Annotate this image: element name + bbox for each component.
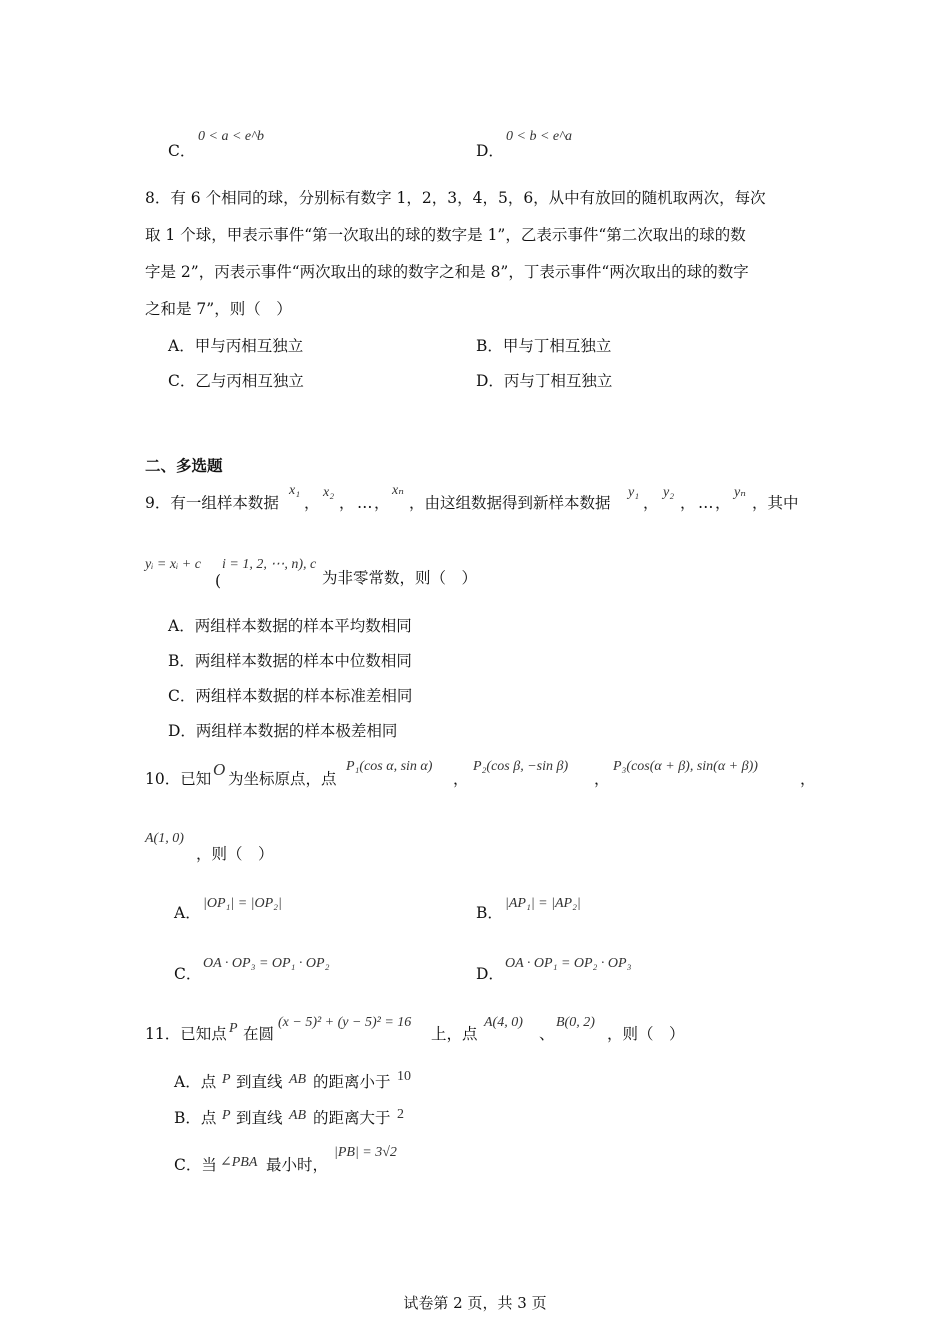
q8-option-b: B．甲与丁相互独立	[476, 337, 612, 355]
q9-sep-3: ，	[374, 494, 390, 512]
q9-mid: ，由这组数据得到新样本数据	[409, 494, 611, 512]
q8-option-c: C．乙与丙相互独立	[168, 372, 304, 390]
q7-option-d-math: 0 < b < e^a	[506, 129, 573, 144]
q11-option-a-num: 10	[397, 1069, 411, 1084]
q11-option-c-angle: ∠PBA	[220, 1155, 258, 1170]
q11-option-a-text1: A．点	[174, 1073, 217, 1091]
q11-option-b-ab: AB	[289, 1108, 307, 1123]
q11-prefix: 11．已知点	[145, 1025, 227, 1043]
q10-comma-1: ，	[453, 770, 469, 788]
q9-option-b: B．两组样本数据的样本中位数相同	[168, 652, 412, 670]
q9-dots-2: …	[698, 494, 714, 512]
q10-option-c-math: OA · OP₃ = OP₁ · OP₂	[203, 956, 330, 971]
q11-option-c-math: |PB| = 3√2	[334, 1145, 397, 1160]
q11-circle: (x − 5)² + (y − 5)² = 16	[278, 1015, 412, 1030]
q11-point-a: A(4, 0)	[484, 1015, 523, 1030]
q9-sep-2: ，	[339, 494, 355, 512]
q9-y1: y₁	[628, 485, 640, 500]
q7-option-c-label: C．	[168, 142, 196, 160]
q8-option-d: D．丙与丁相互独立	[476, 372, 613, 390]
q9-paren: (	[215, 572, 222, 590]
q11-point-b: B(0, 2)	[556, 1015, 595, 1030]
q8-line-4: 之和是 7”，则（ ）	[145, 300, 292, 318]
q10-mid: 为坐标原点，点	[228, 770, 337, 788]
q11-option-a-text2: 到直线	[236, 1073, 283, 1091]
q9-y2: y₂	[663, 485, 675, 500]
q9-tail: 为非零常数，则（ ）	[322, 569, 478, 587]
q10-tail: ，则（ ）	[196, 845, 274, 863]
q11-dun: 、	[539, 1025, 555, 1043]
q10-option-a-label: A．	[174, 904, 201, 922]
q10-p2: P₂(cos β, −sin β)	[473, 759, 569, 774]
q10-option-c-label: C．	[174, 965, 202, 983]
q8-line-3: 字是 2”，丙表示事件“两次取出的球的数字之和是 8”，丁表示事件“两次取出的球的数字	[145, 263, 749, 281]
q9-sep-5: ，	[680, 494, 696, 512]
q11-option-b-num: 2	[397, 1107, 404, 1122]
q9-xn: xₙ	[392, 483, 404, 498]
q9-sep-6: ，	[715, 494, 731, 512]
q9-x1: x₁	[289, 483, 301, 498]
q10-option-b-math: |AP₁| = |AP₂|	[505, 896, 581, 911]
q11-option-c-text2: 最小时，	[266, 1156, 329, 1174]
q11-option-b-p: P	[222, 1108, 231, 1123]
q11-option-a-p: P	[222, 1072, 231, 1087]
q9-yn: yₙ	[734, 485, 746, 500]
q9-x2: x₂	[323, 485, 335, 500]
q10-point-a: A(1, 0)	[145, 831, 184, 846]
q9-prefix: 9．有一组样本数据	[145, 494, 279, 512]
q10-origin: O	[213, 760, 226, 779]
q7-option-c-math: 0 < a < e^b	[198, 129, 265, 144]
q7-option-d-label: D．	[476, 142, 504, 160]
q8-option-a: A．甲与丙相互独立	[168, 337, 304, 355]
q11-option-b-text1: B．点	[174, 1109, 217, 1127]
q11-option-b-text3: 的距离大于	[313, 1109, 391, 1127]
q9-sep-4: ，	[643, 494, 659, 512]
q11-mid: 在圆	[243, 1025, 275, 1043]
q11-option-c-text1: C．当	[174, 1156, 217, 1174]
q10-option-a-math: |OP₁| = |OP₂|	[203, 896, 282, 911]
q9-dots-1: …	[357, 494, 373, 512]
q10-option-d-label: D．	[476, 965, 504, 983]
q11-option-a-ab: AB	[289, 1072, 307, 1087]
q10-option-d-math: OA · OP₁ = OP₂ · OP₃	[505, 956, 632, 971]
q8-line-2: 取 1 个球，甲表示事件“第一次取出的球的数字是 1”，乙表示事件“第二次取出的球的数	[145, 226, 746, 244]
q9-option-c: C．两组样本数据的样本标准差相同	[168, 687, 413, 705]
q10-comma-3: ，	[800, 770, 816, 788]
q9-option-a: A．两组样本数据的样本平均数相同	[168, 617, 412, 635]
q11-point-p: P	[229, 1021, 238, 1036]
q8-line-1: 8．有 6 个相同的球，分别标有数字 1，2，3，4，5，6，从中有放回的随机取两次，每次	[145, 189, 766, 207]
q10-prefix: 10．已知	[145, 770, 212, 788]
q10-p1: P₁(cos α, sin α)	[346, 759, 433, 774]
q9-suffix: ，其中	[752, 494, 799, 512]
q10-comma-2: ，	[594, 770, 610, 788]
q10-option-b-label: B．	[476, 904, 503, 922]
q11-option-b-text2: 到直线	[236, 1109, 283, 1127]
q11-option-a-text3: 的距离小于	[313, 1073, 391, 1091]
q9-formula: yᵢ = xᵢ + c	[145, 557, 201, 572]
q9-sep-1: ，	[304, 494, 320, 512]
q10-p3: P₃(cos(α + β), sin(α + β))	[613, 759, 758, 774]
q11-tail: ，则（ ）	[607, 1025, 685, 1043]
q9-condition: i = 1, 2, ⋯, n), c	[222, 557, 317, 572]
section-title: 二、多选题	[145, 456, 223, 475]
page-footer: 试卷第 2 页，共 3 页	[403, 1294, 547, 1312]
q9-option-d: D．两组样本数据的样本极差相同	[168, 722, 398, 740]
q11-mid2: 上，点	[431, 1025, 478, 1043]
